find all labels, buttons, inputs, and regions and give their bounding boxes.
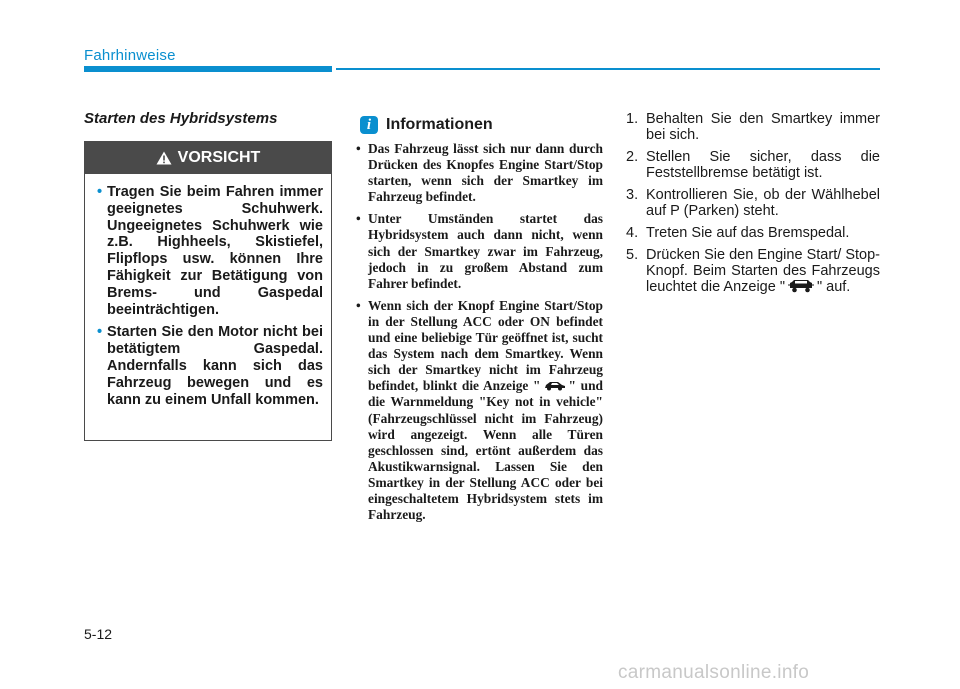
caution-label: VORSICHT	[177, 149, 261, 166]
bullet-dot-icon: •	[356, 141, 361, 156]
step-item	[626, 225, 880, 241]
info-item-text: Das Fahrzeug lässt sich nur dann durch Drücken des Knopfes Engine Start/Stop starten, wenn sich der Smartkey im Fahrzeug befindet.	[368, 141, 603, 205]
step-number: 5.	[626, 247, 639, 263]
info-item-text-before: Wenn sich der Knopf Engine Start/Stop in der Stellung ACC oder ON befindet und eine beliebige Tür geöffnet ist, sucht das System nach dem Smartkey. Wenn sich der Smartkey nicht im Fahrzeug befindet, blinkt die Anzeige "	[368, 297, 603, 394]
step-item	[626, 247, 880, 295]
warning-triangle-icon	[156, 151, 172, 165]
header-rule-thick	[84, 66, 332, 72]
section-title: Starten des Hybridsystems	[84, 110, 278, 127]
step-text: Behalten Sie den Smartkey immer bei sich.	[646, 111, 880, 143]
step-number: 1.	[626, 111, 639, 127]
info-item	[356, 211, 603, 291]
info-icon: i	[360, 116, 378, 134]
info-item-text-after: " und die Warnmeldung "Key not in vehicle" (Fahrzeugschlüssel nicht im Fahrzeug) wird angezeigt. Wenn alle Türen geschlossen sind, ertönt außerdem das Akustikwarnsignal. Lassen Sie den Smartkey in der Stellung ACC oder bei eingeschaltetem Hybridsystem stets im Fahrzeug.	[368, 378, 603, 523]
watermark: carmanualsonline.info	[618, 662, 810, 683]
info-list	[356, 141, 603, 529]
caution-header	[85, 142, 331, 174]
steps-list	[626, 111, 880, 301]
step-text: Treten Sie auf das Bremspedal.	[646, 225, 850, 241]
caution-list	[85, 174, 331, 408]
step-item	[626, 149, 880, 181]
step-number: 3.	[626, 187, 639, 203]
info-title: Informationen	[386, 116, 493, 133]
caution-item-text: Starten Sie den Motor nicht bei betätigtem Gaspedal. Andernfalls kann sich das Fahrzeug bewegen und es kann zu einem Unfall kommen.	[107, 324, 323, 408]
step-item	[626, 111, 880, 143]
caution-box	[84, 141, 332, 441]
bullet-dot-icon: •	[97, 184, 103, 200]
page-number: 5-12	[84, 626, 113, 642]
hybrid-ready-car-icon	[788, 279, 814, 293]
info-item-text: Unter Umständen startet das Hybridsystem auch dann nicht, wenn sich der Smartkey zwar im Fahrzeug, jedoch in zu großem Abstand zum Fahrer befindet.	[368, 211, 603, 291]
caution-item-text: Tragen Sie beim Fahren immer geeignetes Schuhwerk. Ungeeignetes Schuhwerk wie z.B. Highheels, Skistiefel, Flipflops usw. können Ihre Fähigkeit zur Betätigung von Brems- und Gaspedal beeinträchtigen.	[107, 184, 323, 318]
caution-item	[97, 184, 323, 318]
bullet-dot-icon: •	[356, 211, 361, 227]
caution-item	[97, 324, 323, 408]
step-text: Kontrollieren Sie, ob der Wählhebel auf P (Parken) steht.	[646, 187, 880, 219]
step-number: 2.	[626, 149, 639, 165]
info-item	[356, 298, 603, 523]
bullet-dot-icon: •	[356, 297, 361, 313]
step-text-after: " auf.	[816, 279, 851, 295]
bullet-dot-icon: •	[97, 324, 103, 341]
car-key-indicator-icon	[543, 380, 567, 391]
step-item	[626, 187, 880, 219]
step-text: Stellen Sie sicher, dass die Feststellbremse betätigt ist.	[646, 149, 880, 181]
header-rule-thin	[336, 68, 880, 70]
info-item	[356, 141, 603, 205]
step-text-before: Drücken Sie den Engine Start/ Stop-Knopf. Beim Starten des Fahrzeugs leuchtet die Anzeige "	[646, 247, 880, 295]
chapter-title: Fahrhinweise	[84, 47, 176, 64]
step-number: 4.	[626, 225, 639, 241]
info-header	[360, 116, 493, 134]
